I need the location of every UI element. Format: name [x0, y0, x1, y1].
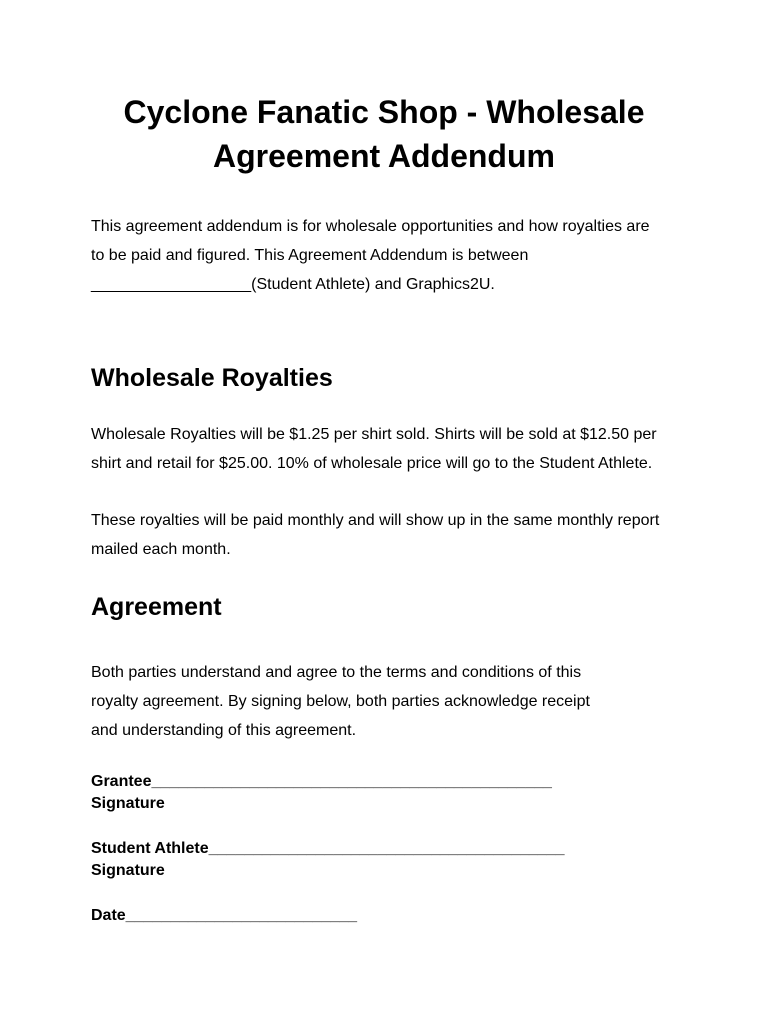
agreement-line-1: Both parties understand and agree to the terms and conditions of this — [91, 664, 582, 681]
intro-paragraph — [91, 212, 691, 299]
wholesale-p2-line-1: These royalties will be paid monthly and will show up in the same monthly report — [91, 512, 660, 529]
student-athlete-signature-line — [91, 838, 565, 882]
wholesale-p1-line-2: shirt and retail for $25.00. 10% of wholesale price will go to the Student Athlete. — [91, 455, 653, 472]
grantee-signature-blank: Grantee_____________________________________________ — [91, 773, 552, 790]
wholesale-p1-line-1: Wholesale Royalties will be $1.25 per shirt sold. Shirts will be sold at $12.50 per — [91, 426, 657, 443]
athlete-signature-label: Signature — [91, 862, 165, 879]
agreement-line-2: royalty agreement. By signing below, both parties acknowledge receipt — [91, 693, 590, 710]
title-line-1: Cyclone Fanatic Shop - Wholesale — [123, 94, 645, 130]
agreement-paragraph — [91, 658, 691, 745]
wholesale-paragraph-2 — [91, 506, 691, 564]
agreement-heading: Agreement — [91, 593, 222, 621]
date-line — [91, 905, 357, 927]
intro-line-3: __________________(Student Athlete) and Graphics2U. — [91, 276, 495, 293]
grantee-signature-label: Signature — [91, 795, 165, 812]
agreement-line-3: and understanding of this agreement. — [91, 722, 357, 739]
intro-line-2: to be paid and figured. This Agreement Addendum is between — [91, 247, 529, 264]
wholesale-p2-line-2: mailed each month. — [91, 541, 231, 558]
title-line-2: Agreement Addendum — [213, 138, 555, 174]
wholesale-paragraph-1 — [91, 420, 691, 478]
athlete-signature-blank: Student Athlete________________________________________ — [91, 840, 565, 857]
grantee-signature-line — [91, 771, 552, 815]
intro-line-1: This agreement addendum is for wholesale opportunities and how royalties are — [91, 218, 650, 235]
wholesale-royalties-heading: Wholesale Royalties — [91, 364, 333, 392]
date-blank: Date__________________________ — [91, 907, 358, 924]
page-title — [0, 90, 768, 178]
